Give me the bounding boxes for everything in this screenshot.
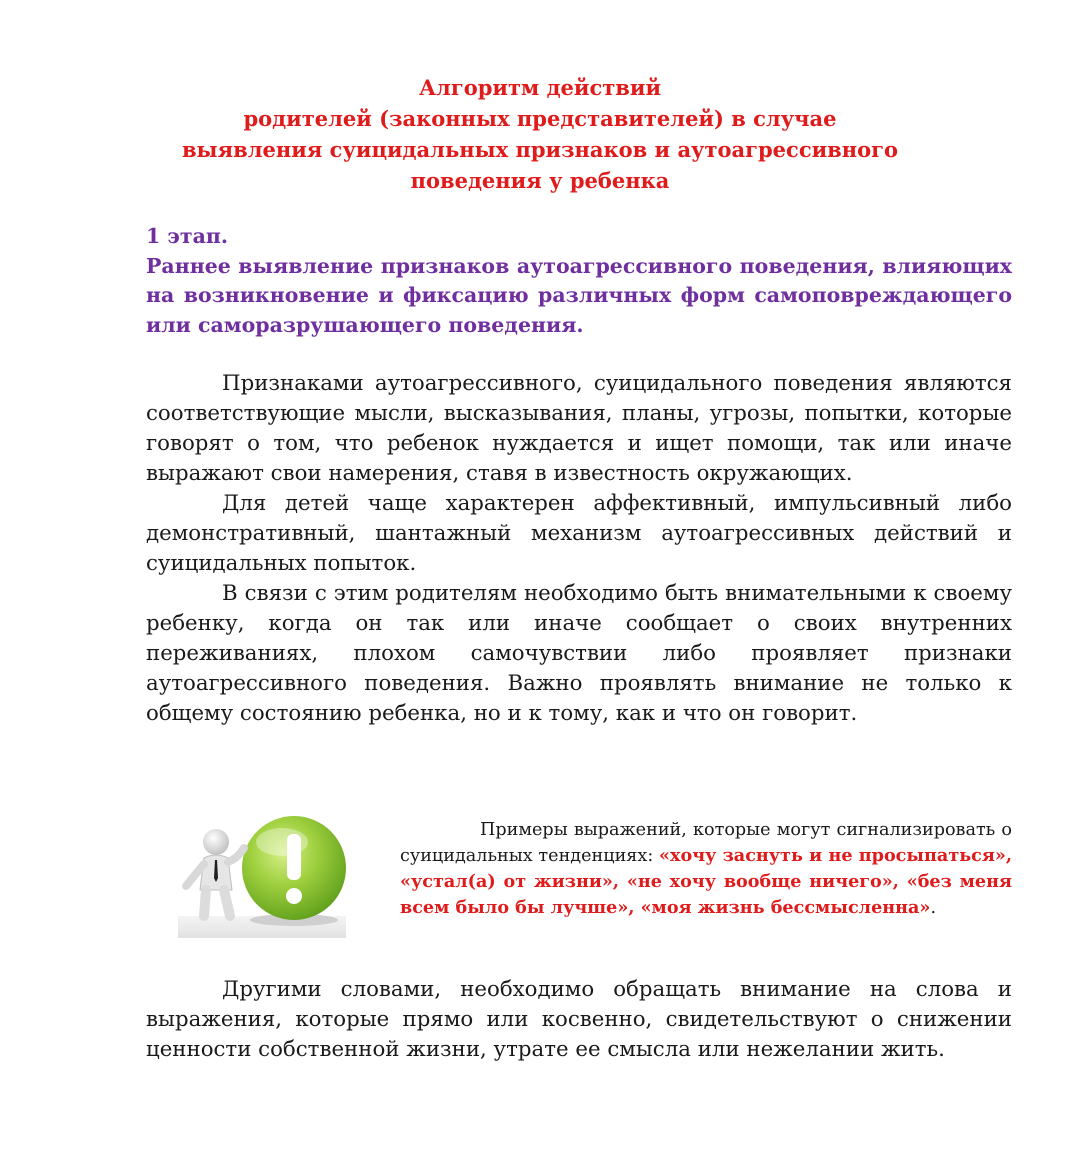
document-title [130,72,950,196]
title-line-1: Алгоритм действий [418,75,662,100]
stage-number: 1 этап. [146,224,229,248]
paragraph-3: В связи с этим родителям необходимо быть внимательными к своему ребенку, когда он так или иначе сообщает о своих внутренних переживаниях, плохом самочувствии либо проявляет признаки аутоагрессивного поведения. Важно проявлять внимание не только к общему состоянию ребенка, но и к тому, как и что он говорит. [146,581,1012,726]
title-line-4: поведения у ребенка [410,168,670,193]
paragraph-2: Для детей чаще характерен аффективный, импульсивный либо демонстративный, шантажный механизм аутоагрессивных действий и суицидальных попыток. [146,491,1012,576]
closing-section [146,975,1012,1065]
person-with-exclamation-icon [178,812,346,938]
stage-section [146,222,1012,340]
examples-intro: Примеры выражений, которые могут сигнализировать о суицидальных тенденциях: [400,820,1012,866]
main-body [146,369,1012,729]
examples-end: . [930,898,937,918]
examples-text [400,817,1012,921]
closing-paragraph: Другими словами, необходимо обращать внимание на слова и выражения, которые прямо или косвенно, свидетельствуют о снижении ценности собственной жизни, утрате ее смысла или нежелании жить. [146,977,1012,1062]
title-line-3: выявления суицидальных признаков и аутоагрессивного [181,137,899,162]
paragraph-1: Признаками аутоагрессивного, суицидального поведения являются соответствующие мысли, высказывания, планы, угрозы, попытки, которые говорят о том, что ребенок нуждается и ищет помощи, так или иначе выражают свои намерения, ставя в известность окружающих. [146,371,1012,486]
examples-paragraph [400,817,1012,921]
title-line-2: родителей (законных представителей) в случае [243,106,837,131]
stage-heading: Раннее выявление признаков аутоагрессивного поведения, влияющих на возникновение и фиксацию различных форм самоповреждающего или саморазрушающего поведения. [146,253,1012,337]
examples-quotes: «хочу заснуть и не просыпаться», «устал(а) от жизни», «не хочу вообще ничего», «без меня всем было бы лучше», «моя жизнь бессмысленна» [400,845,1012,918]
